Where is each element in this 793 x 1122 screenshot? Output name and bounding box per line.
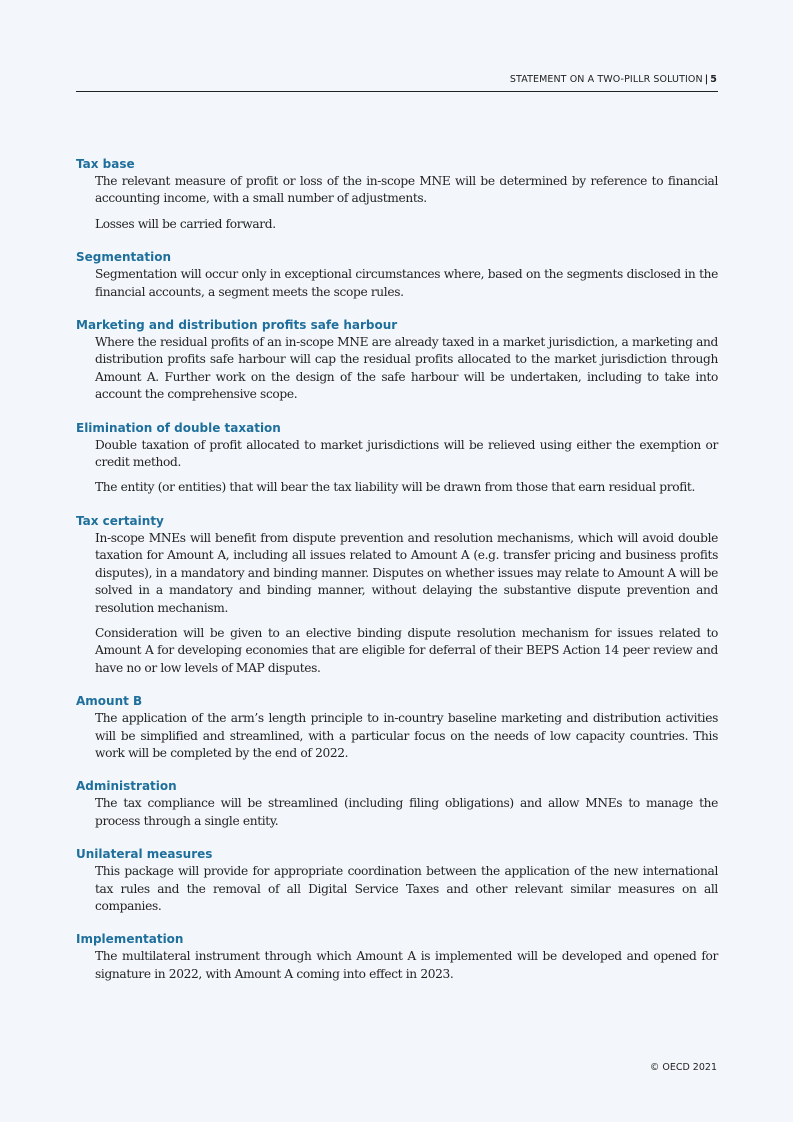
section-unilateral-measures — [76, 846, 718, 915]
page-number: 5 — [710, 74, 717, 85]
section-paragraph: Double taxation of profit allocated to market jurisdictions will be relieved using either the exemption or credit method. — [95, 437, 718, 470]
section-paragraph: This package will provide for appropriate coordination between the application of the new international tax rules and the removal of all Digital Service Taxes and other relevant similar measures on all companies. — [95, 864, 718, 913]
section-tax-certainty — [76, 513, 718, 677]
section-heading: Tax certainty — [76, 513, 164, 528]
section-safe-harbour — [76, 317, 718, 404]
section-amount-b — [76, 693, 718, 762]
section-heading: Administration — [76, 779, 177, 794]
section-paragraph: Segmentation will occur only in exceptional circumstances where, based on the segments disclosed in the financial accounts, a segment meets the scope rules. — [95, 267, 718, 299]
section-heading: Unilateral measures — [76, 847, 213, 862]
section-paragraph: The application of the arm’s length principle to in-country baseline marketing and distribution activities will be simplified and streamlined, with a particular focus on the needs of low capacity countries. This work will be completed by the end of 2022. — [95, 711, 718, 760]
section-tax-base — [76, 156, 718, 233]
header-separator: | — [704, 74, 709, 85]
section-heading: Implementation — [76, 932, 184, 947]
section-paragraph: Where the residual profits of an in-scope MNE are already taxed in a market jurisdiction, a marketing and distribution profits safe harbour will cap the residual profits allocated to the market jurisdiction through Amount A. Further work on the design of the safe harbour will be undertaken, including to take into account the comprehensive scope. — [95, 335, 718, 402]
section-administration — [76, 778, 718, 830]
section-heading: Segmentation — [76, 250, 172, 265]
section-heading: Amount B — [76, 694, 143, 709]
section-paragraph: The entity (or entities) that will bear the tax liability will be drawn from those that earn residual profit. — [95, 480, 695, 495]
page-body — [76, 156, 718, 999]
section-paragraph: In-scope MNEs will benefit from dispute prevention and resolution mechanisms, which will avoid double taxation for Amount A, including all issues related to Amount A (e.g. transfer pricing and business profits disputes), in a mandatory and binding manner. Disputes on whether issues may relate to Amount A will be solved in a mandatory and binding manner, without delaying the substantive dispute prevention and resolution mechanism. — [95, 530, 718, 615]
section-heading: Elimination of double taxation — [76, 420, 281, 435]
section-implementation — [76, 931, 718, 983]
header-rule — [76, 91, 718, 92]
running-title: STATEMENT ON A TWO-PILLR SOLUTION — [509, 74, 703, 85]
section-paragraph: The relevant measure of profit or loss of the in-scope MNE will be determined by reference to financial accounting income, with a small number of adjustments. — [95, 174, 718, 206]
copyright-footer: © OECD 2021 — [649, 1062, 717, 1073]
section-paragraph: The tax compliance will be streamlined (including filing obligations) and allow MNEs to manage the process through a single entity. — [95, 796, 718, 828]
section-paragraph: Consideration will be given to an elective binding dispute resolution mechanism for issues related to Amount A for developing economies that are eligible for deferral of their BEPS Action 14 peer review and have no or low levels of MAP disputes. — [95, 625, 718, 675]
section-heading: Tax base — [76, 157, 135, 171]
section-paragraph: Losses will be carried forward. — [95, 216, 276, 231]
section-double-taxation — [76, 420, 718, 497]
running-header — [510, 74, 717, 85]
section-heading: Marketing and distribution profits safe harbour — [76, 318, 398, 333]
section-segmentation — [76, 249, 718, 301]
section-paragraph: The multilateral instrument through which Amount A is implemented will be developed and opened for signature in 2022, with Amount A coming into effect in 2023. — [95, 949, 718, 981]
